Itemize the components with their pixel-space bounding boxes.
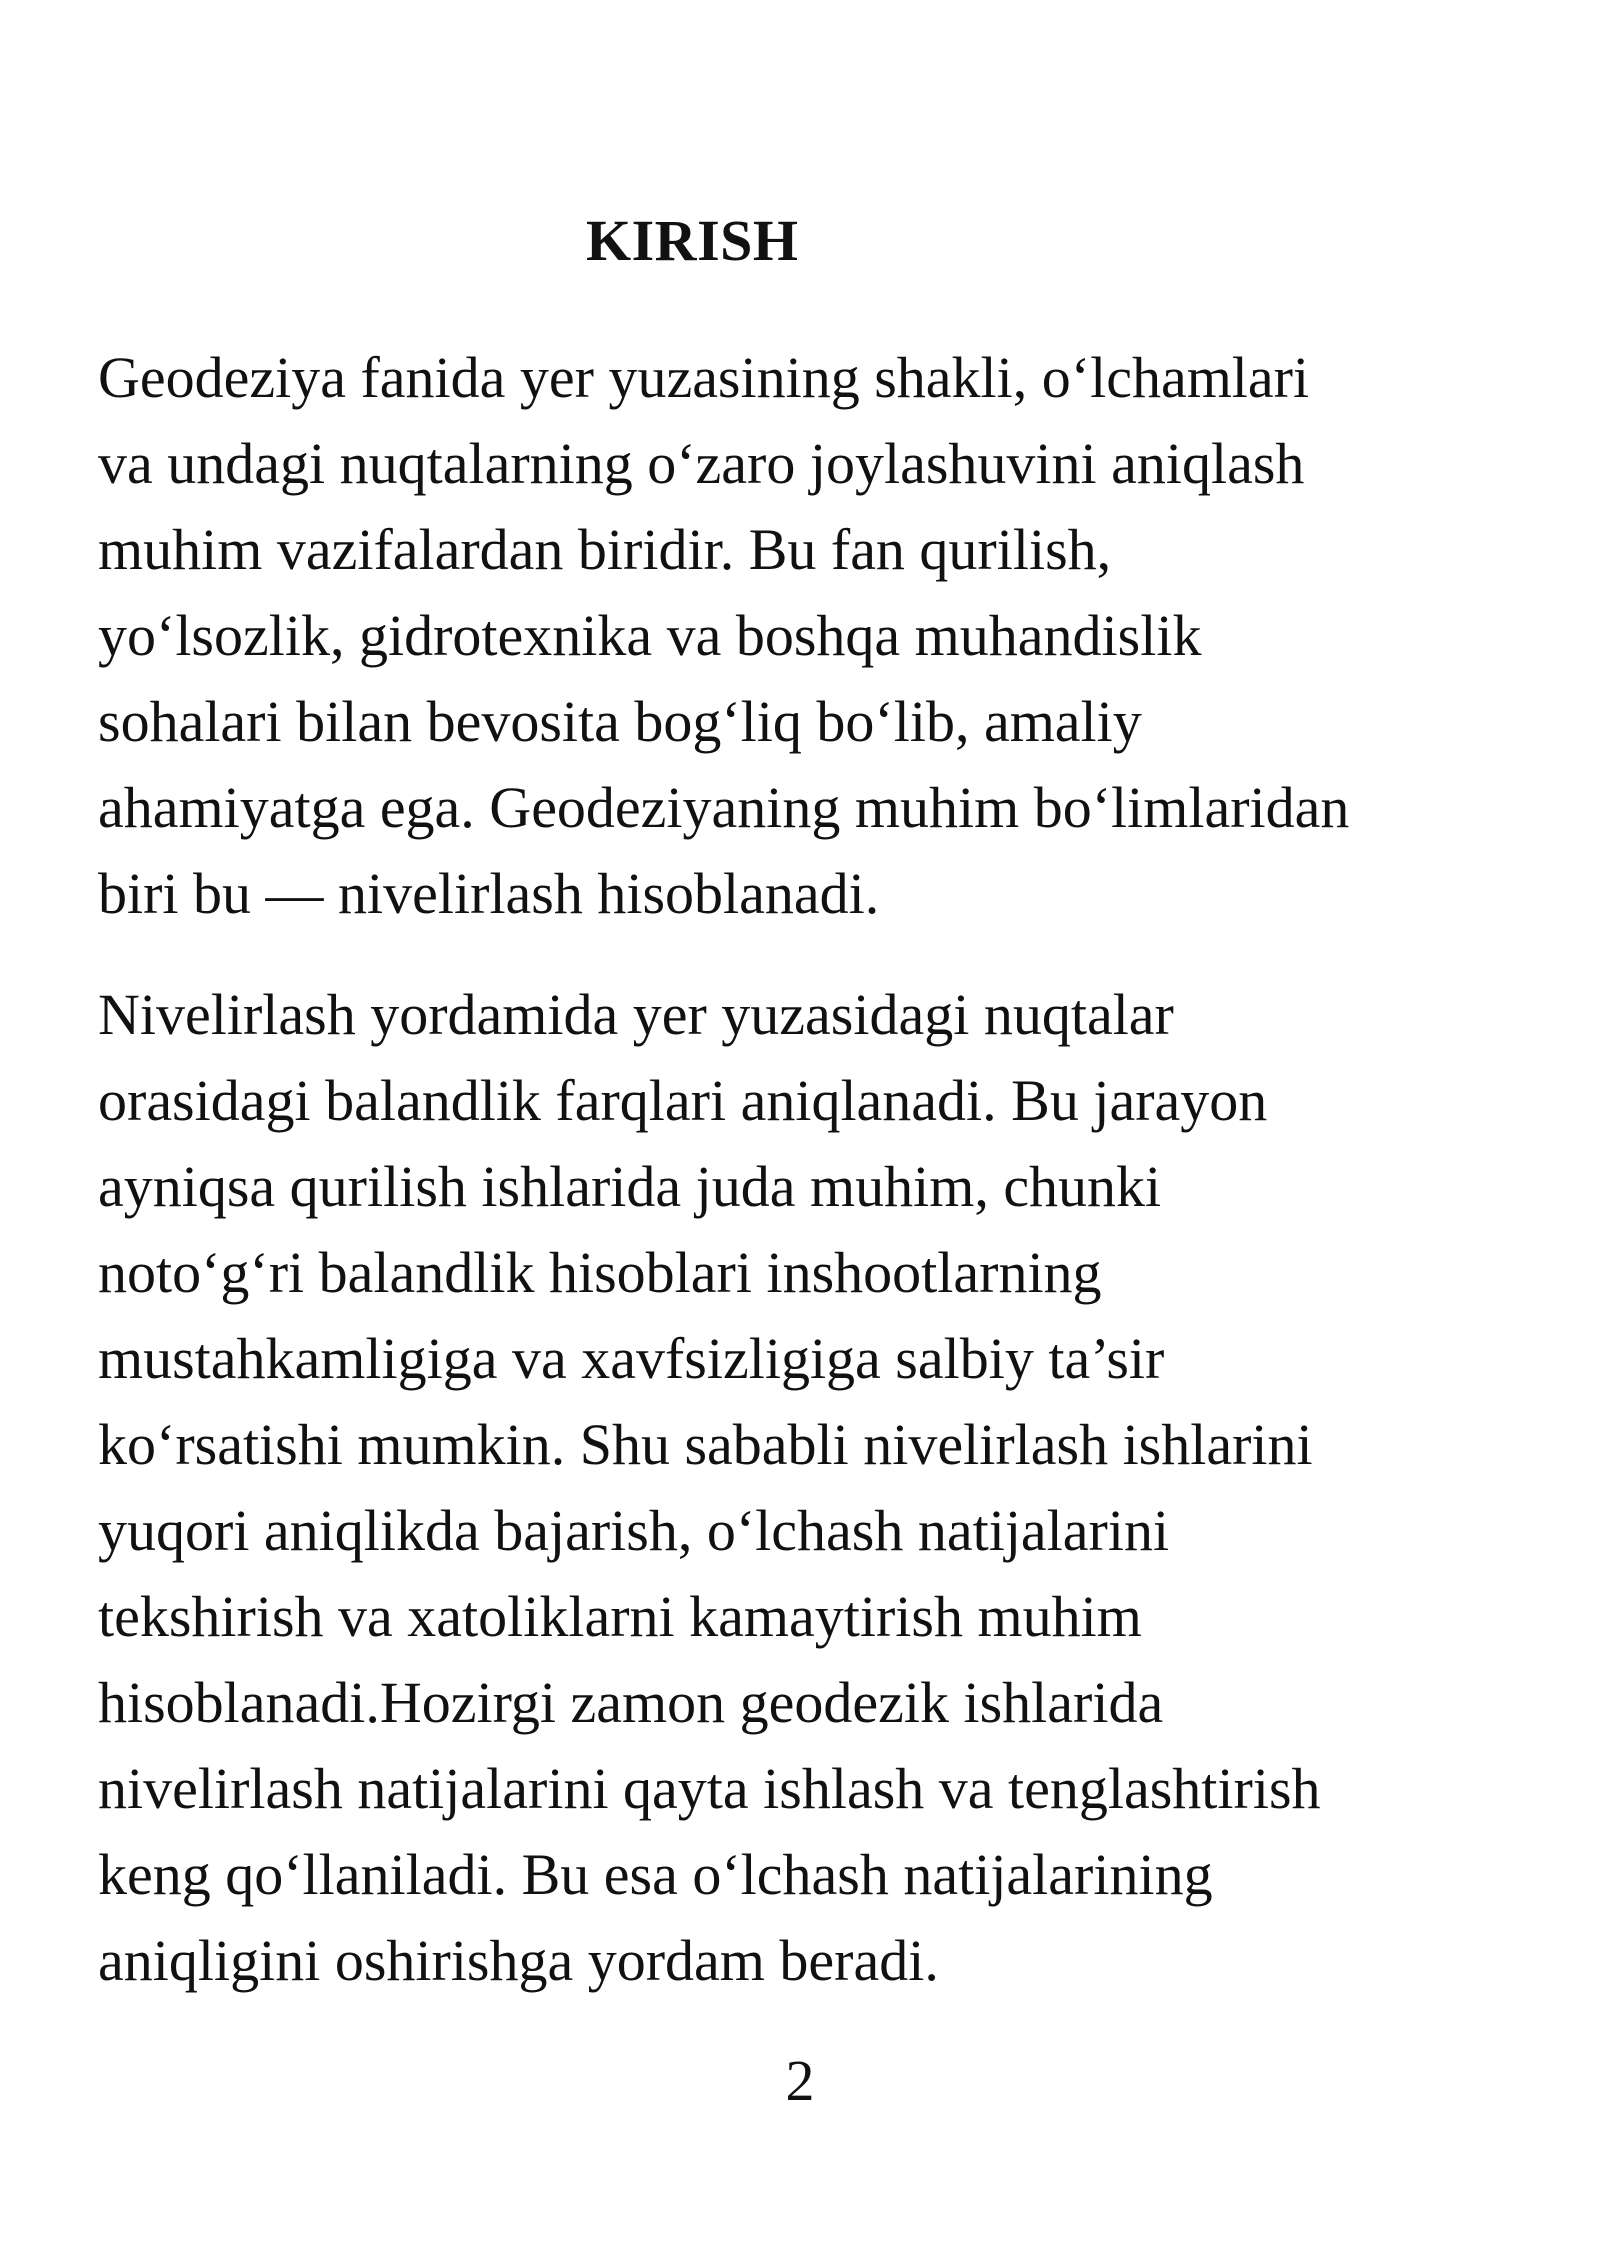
paragraph-line: ayniqsa qurilish ishlarida juda muhim, chunki bbox=[98, 1154, 1162, 1219]
paragraph-line: noto‘g‘ri balandlik hisoblari inshootlarning bbox=[98, 1240, 1102, 1305]
paragraph-line: Nivelirlash yordamida yer yuzasidagi nuqtalar bbox=[98, 982, 1174, 1047]
paragraph-line: mustahkamligiga va xavfsizligiga salbiy ta’sir bbox=[98, 1326, 1165, 1391]
page-number bbox=[0, 2048, 1600, 2113]
paragraph-line: hisoblanadi.Hozirgi zamon geodezik ishlarida bbox=[98, 1670, 1164, 1735]
paragraph-line: yuqori aniqlikda bajarish, o‘lchash natijalarini bbox=[98, 1498, 1170, 1563]
page-number-text: 2 bbox=[785, 2048, 815, 2113]
paragraph-line: aniqligini oshirishga yordam beradi. bbox=[98, 1928, 939, 1993]
paragraph-line: sohalari bilan bevosita bog‘liq bo‘lib, amaliy bbox=[98, 689, 1142, 754]
paragraph-1 bbox=[98, 335, 1558, 937]
paragraph-line: Geodeziya fanida yer yuzasining shakli, o‘lchamlari bbox=[98, 345, 1310, 410]
paragraph-line: muhim vazifalardan biridir. Bu fan qurilish, bbox=[98, 517, 1112, 582]
paragraph-line: yo‘lsozlik, gidrotexnika va boshqa muhandislik bbox=[98, 603, 1202, 668]
paragraph-line: ko‘rsatishi mumkin. Shu sababli nivelirlash ishlarini bbox=[98, 1412, 1313, 1477]
paragraph-line: biri bu — nivelirlash hisoblanadi. bbox=[98, 861, 880, 926]
paragraph-line: ahamiyatga ega. Geodeziyaning muhim bo‘limlaridan bbox=[98, 775, 1350, 840]
paragraph-line: orasidagi balandlik farqlari aniqlanadi. Bu jarayon bbox=[98, 1068, 1268, 1133]
paragraph-line: nivelirlash natijalarini qayta ishlash va tenglashtirish bbox=[98, 1756, 1321, 1821]
paragraph-line: va undagi nuqtalarning o‘zaro joylashuvini aniqlash bbox=[98, 431, 1305, 496]
paragraph-line: tekshirish va xatoliklarni kamaytirish muhim bbox=[98, 1584, 1142, 1649]
paragraph-line: keng qo‘llaniladi. Bu esa o‘lchash natijalarining bbox=[98, 1842, 1213, 1907]
page-title: KIRISH bbox=[586, 208, 799, 273]
paragraph-2 bbox=[98, 972, 1558, 2004]
